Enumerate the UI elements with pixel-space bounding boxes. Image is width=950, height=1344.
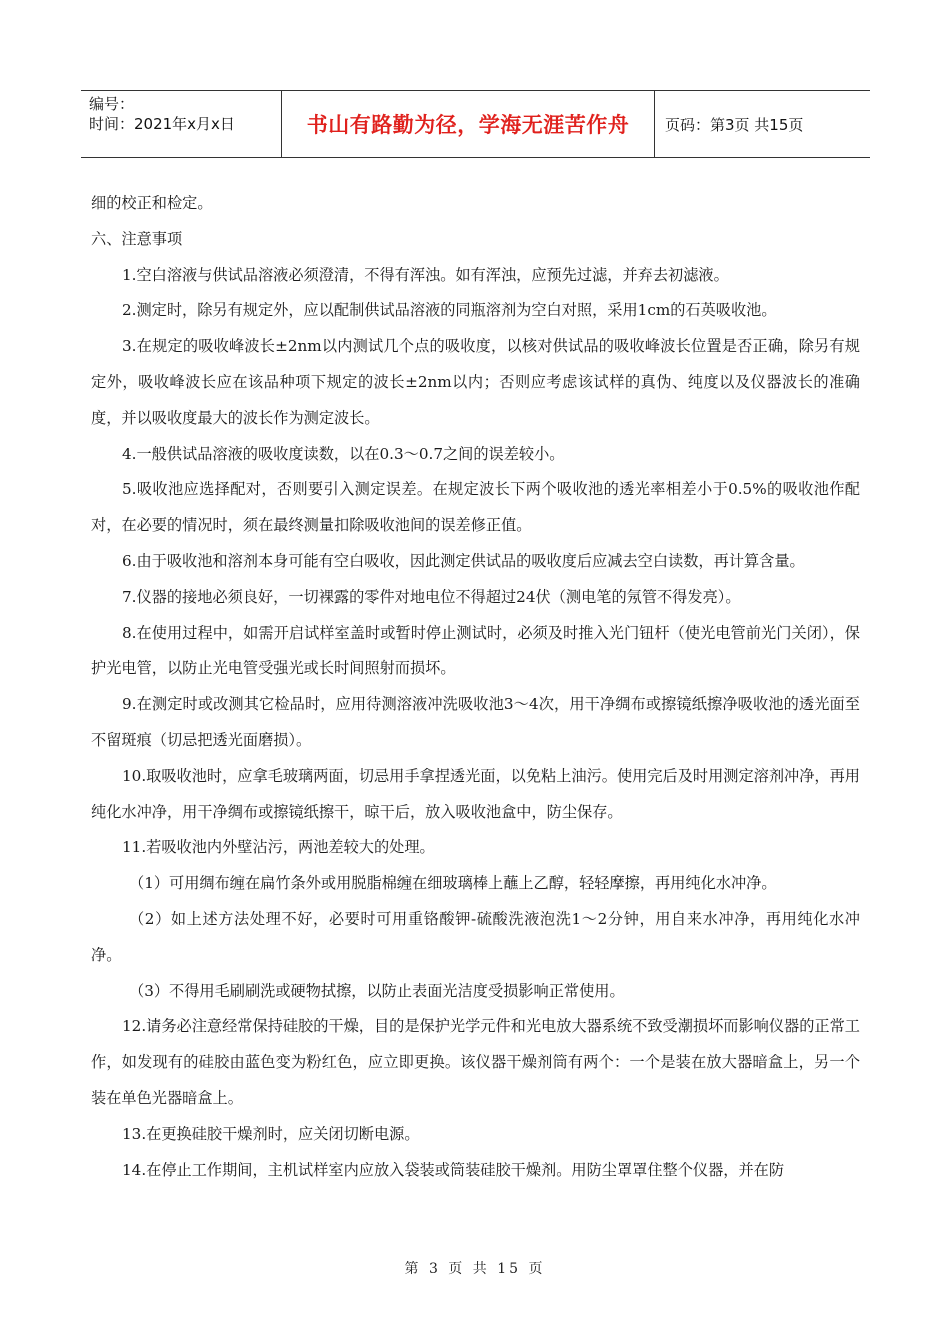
section-heading: 六、注意事项 [91, 229, 183, 248]
footer-page-number: 第 3 页 共 15 页 [404, 1261, 546, 1277]
document-number-label: 编号： [89, 95, 135, 113]
paragraph: 12.请务必注意经常保持硅胶的干燥，目的是保护光学元件和光电放大器系统不致受潮损坏而影响仪器的正常工作，如发现有的硅胶由蓝色变为粉红色，应立即更换。该仪器干燥剂筒有两个：一个是装在放大器暗盒上，另一个装在单色光器暗盒上。 [91, 1017, 860, 1107]
document-body [91, 186, 860, 1188]
paragraph: 9.在测定时或改测其它检品时，应用待测溶液冲洗吸收池3～4次，用干净绸布或擦镜纸擦净吸收池的透光面至不留斑痕（切忌把透光面磨损）。 [91, 695, 860, 749]
page-header [81, 90, 870, 158]
header-page-info: 页码：第3页 共15页 [665, 115, 804, 134]
paragraph: 3.在规定的吸收峰波长±2nm以内测试几个点的吸收度，以核对供试品的吸收峰波长位置是否正确，除另有规定外，吸收峰波长应在该品种项下规定的波长±2nm以内；否则应考虑该试样的真伪、纯度以及仪器波长的准确度，并以吸收度最大的波长作为测定波长。 [91, 337, 860, 427]
paragraph: 8.在使用过程中，如需开启试样室盖时或暂时停止测试时，必须及时推入光门钮杆（使光电管前光门关闭），保护光电管，以防止光电管受强光或长时间照射而损坏。 [91, 623, 860, 678]
document-time-label: 时间：2021年x月x日 [89, 115, 235, 133]
paragraph: 13.在更换硅胶干燥剂时，应关闭切断电源。 [122, 1124, 420, 1143]
page-footer [0, 1258, 950, 1278]
sub-paragraph: （3）不得用毛刷刷洗或硬物拭擦，以防止表面光洁度受损影响正常使用。 [129, 981, 625, 1000]
paragraph: 7.仪器的接地必须良好，一切裸露的零件对地电位不得超过24伏（测电笔的氖管不得发亮）。 [122, 587, 741, 606]
paragraph: 5.吸收池应选择配对，否则要引入测定误差。在规定波长下两个吸收池的透光率相差小于0.5%的吸收池作配对，在必要的情况时，须在最终测量扣除吸收池间的误差修正值。 [91, 480, 860, 535]
header-meta [81, 91, 281, 157]
paragraph: 11.若吸收池内外壁沾污，两池差较大的处理。 [122, 838, 435, 857]
sub-paragraph: （2）如上述方法处理不好，必要时可用重铬酸钾-硫酸洗液泡洗1～2分钟，用自来水冲净，再用纯化水冲净。 [91, 909, 860, 964]
paragraph: 1.空白溶液与供试品溶液必须澄清，不得有浑浊。如有浑浊，应预先过滤，并弃去初滤液。 [122, 265, 729, 284]
paragraph: 4.一般供试品溶液的吸收度读数，以在0.3～0.7之间的误差较小。 [122, 444, 565, 463]
paragraph: 细的校正和检定。 [91, 194, 213, 212]
sub-paragraph: （1）可用绸布缠在扁竹条外或用脱脂棉缠在细玻璃棒上蘸上乙醇，轻轻摩擦，再用纯化水冲净。 [129, 874, 777, 893]
paragraph: 2.测定时，除另有规定外，应以配制供试品溶液的同瓶溶剂为空白对照，采用1cm的石英吸收池。 [122, 301, 777, 320]
paragraph: 14.在停止工作期间，主机试样室内应放入袋装或筒装硅胶干燥剂。用防尘罩罩住整个仪器，并在防 [122, 1160, 785, 1179]
paragraph: 6.由于吸收池和溶剂本身可能有空白吸收，因此测定供试品的吸收度后应减去空白读数，再计算含量。 [122, 551, 805, 570]
paragraph: 10.取吸收池时，应拿毛玻璃两面，切忌用手拿捏透光面，以免粘上油污。使用完后及时用测定溶剂冲净，再用纯化水冲净，用干净绸布或擦镜纸擦干，晾干后，放入吸收池盒中，防尘保存。 [91, 766, 860, 821]
header-motto: 书山有路勤为径，学海无涯苦作舟 [281, 91, 655, 157]
